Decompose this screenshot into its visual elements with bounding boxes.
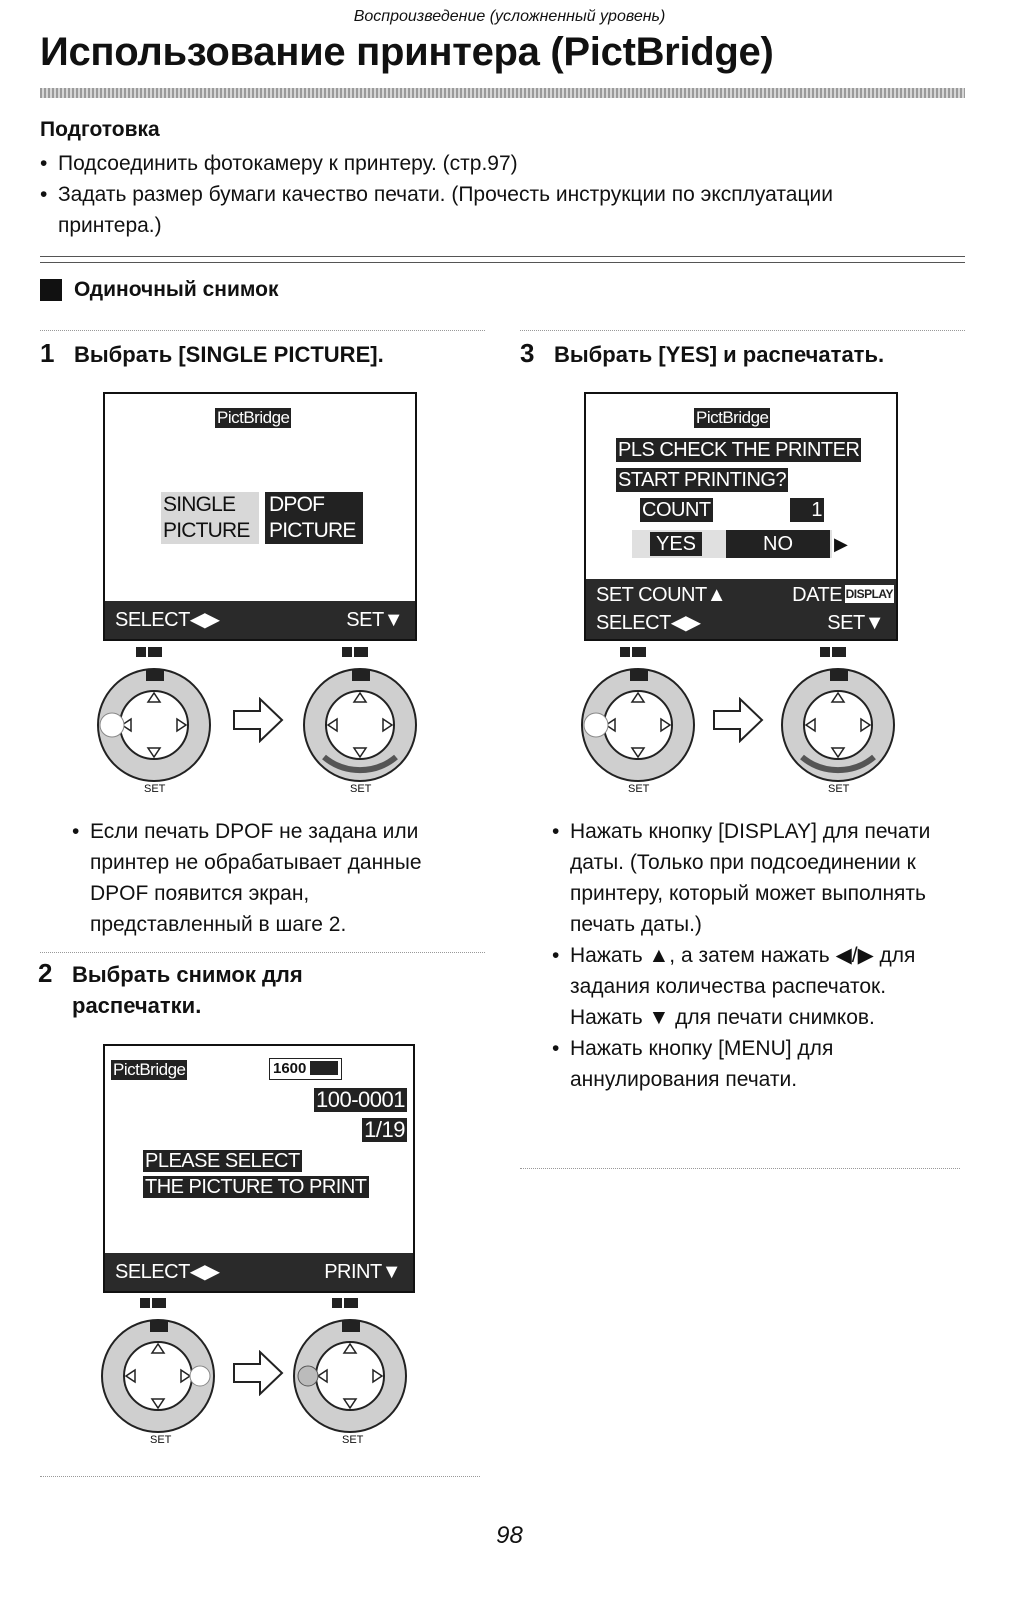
yes-no-selector [632,530,848,558]
camera-screen-start-printing [584,392,898,641]
set-hint: SET▼ [827,612,884,634]
list-item-text: Задать размер бумаги качество печати. (Прочесть инструкции по эксплуатации принтера.) [58,183,833,237]
select-hint: SELECT◀▶ [115,1261,220,1283]
pictbridge-tag: PictBridge [217,408,290,427]
picture-size-indicator [269,1058,342,1080]
note-text: Нажать кнопку [MENU] для аннулирования печати. [570,1037,834,1091]
set-label: SET [350,783,372,795]
option-label: SINGLE [163,493,236,516]
print-hint: PRINT▼ [324,1261,401,1283]
list-item-text: Подсоединить фотокамеру к принтеру. (стр.97) [58,152,518,175]
divider [40,262,965,263]
step-title: Выбрать [YES] и распечатать. [554,342,885,367]
screen-message: START PRINTING? [618,469,787,491]
step-title: Выбрать [SINGLE PICTURE]. [74,342,384,367]
bullet: • [552,1037,560,1060]
page-number: 98 [496,1522,523,1549]
set-label: SET [828,783,850,795]
step-title-cont: распечатки. [72,993,202,1018]
note-text: Если печать DPOF не задана или принтер не обрабатывает данные DPOF появится экран, представленный в шаге 2. [90,820,422,936]
date-hint: DATE [792,584,842,606]
preparation-list [40,148,940,241]
screen-message: PLEASE SELECT [145,1150,300,1172]
pictbridge-tag: PictBridge [696,408,769,427]
camera-screen-select-picture [103,1044,415,1293]
count-value[interactable]: 1 [790,498,824,522]
divider [40,952,485,953]
step-title: Выбрать снимок для [72,962,303,987]
step-number: 3 [520,338,535,368]
list-item [72,816,472,940]
section-heading-text: Одиночный снимок [74,278,279,301]
list-item [40,179,940,241]
control-dial-icon [96,645,216,795]
screen-command-bar [105,1253,413,1291]
control-dial-icon [100,1296,220,1446]
set-label: SET [342,1434,364,1446]
pictbridge-tag: PictBridge [113,1060,186,1079]
option-label: PICTURE [163,519,250,542]
list-item [552,940,962,1033]
section-heading [40,278,278,302]
screen-message: THE PICTURE TO PRINT [145,1176,367,1198]
select-hint: SELECT◀▶ [115,609,220,631]
set-count-hint: SET COUNT▲ [596,584,726,606]
camera-screen-single-picture [103,392,417,641]
control-dial-icon [780,645,900,795]
arrow-right-icon [232,1350,284,1396]
section-header: Воспроизведение (усложненный уровень) [353,8,666,25]
select-hint: SELECT◀▶ [596,612,701,634]
square-marker-icon [40,279,62,301]
note-text: Нажать кнопку [DISPLAY] для печати даты. (Только при подсоединении к принтеру, который может выполнять печать даты.) [570,820,931,936]
divider [40,256,965,257]
bullet: • [72,820,80,843]
divider [40,330,485,331]
control-dial-icon [292,1296,412,1446]
yes-option[interactable]: YES [650,532,702,556]
set-label: SET [628,783,650,795]
no-option[interactable]: NO [726,530,830,558]
control-dial-before [580,645,700,795]
control-dial-before [100,1296,220,1446]
note-text: Нажать ▲, а затем нажать ◀/▶ для задания количества распечаток. Нажать ▼ для печати снимков. [570,944,916,1029]
control-dial-after [292,1296,412,1446]
picture-count: 1/19 [364,1117,405,1142]
step-1-note [72,816,472,940]
preparation-heading: Подготовка [40,118,160,141]
control-dial-before [96,645,216,795]
count-label: COUNT [642,499,711,521]
list-item [552,816,962,940]
divider [520,330,965,331]
control-dial-icon [580,645,700,795]
bullet: • [40,152,48,175]
screen-command-bar [586,579,896,639]
control-dial-after [780,645,900,795]
bullet: • [552,944,560,967]
list-item [40,148,940,179]
arrow-right-icon [232,697,284,743]
control-dial-after [302,645,422,795]
divider [520,1168,960,1169]
step-2-heading [38,958,303,1021]
dpof-picture-option[interactable] [265,492,363,544]
divider [40,1476,480,1477]
display-button-icon: DISPLAY [845,587,893,601]
bullet: • [40,183,48,206]
control-dial-icon [302,645,422,795]
option-label: PICTURE [269,519,356,542]
title-underline [40,88,965,98]
single-picture-option[interactable] [161,492,259,544]
option-label: DPOF [269,493,325,516]
screen-message: PLS CHECK THE PRINTER [618,439,860,461]
bullet: • [552,820,560,843]
picture-size: 1600 [273,1060,307,1077]
set-hint: SET▼ [346,609,403,631]
step-3-heading [520,338,884,370]
set-label: SET [144,783,166,795]
arrow-right-icon [712,697,764,743]
aspect-icon [310,1061,338,1075]
file-number: 100-0001 [316,1087,405,1112]
set-label: SET [150,1434,172,1446]
screen-command-bar [105,601,415,639]
page-title: Использование принтера (PictBridge) [40,30,774,74]
list-item [552,1033,962,1095]
step-number: 2 [38,958,53,988]
step-1-heading [40,338,384,370]
step-number: 1 [40,338,55,368]
step-3-notes [552,816,962,1095]
right-arrow-icon: ▶ [834,534,848,554]
